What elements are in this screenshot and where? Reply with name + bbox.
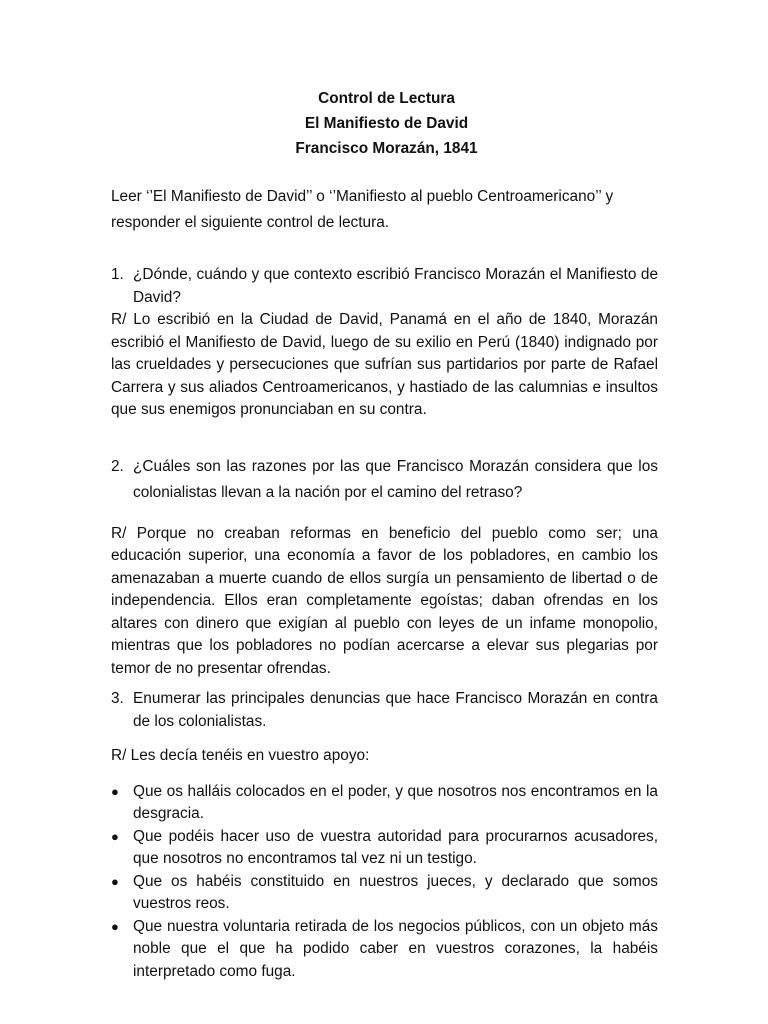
question-1-text: ¿Dónde, cuándo y que contexto escribió Francisco Morazán el Manifiesto de David?: [133, 266, 658, 306]
list-item-text: Que nuestra voluntaria retirada de los negocios públicos, con un objeto más noble que el que ha podido caber en vuestros corazones, la habéis interpretado como fuga.: [133, 917, 658, 980]
question-2: [111, 454, 658, 506]
question-3-number: 3.: [111, 690, 124, 707]
answer-3: R/ Les decía tenéis en vuestro apoyo:: [111, 747, 370, 764]
title-line-1: Control de Lectura: [318, 90, 455, 107]
question-2-number: 2.: [111, 457, 124, 475]
intro-paragraph: Leer ‘’El Manifiesto de David’’ o ‘’Manifiesto al pueblo Centroamericano’’ y responder el siguiente control de lectura.: [111, 188, 614, 231]
bullet-icon: ●: [111, 783, 119, 799]
bullet-icon: ●: [111, 873, 119, 889]
question-3: [111, 688, 658, 733]
list-item-text: Que podéis hacer uso de vuestra autoridad para procurarnos acusadores, que nosotros no encontramos tal vez ni un testigo.: [133, 827, 658, 867]
bullet-icon: ●: [111, 828, 119, 844]
title-block: [115, 86, 658, 161]
answer-1: R/ Lo escribió en la Ciudad de David, Panamá en el año de 1840, Morazán escribió el Manifiesto de David, luego de su exilio en Perú (1840) indignado por las crueldades y persecuciones que sufrían sus partidarios por parte de Rafael Carrera y sus aliados Centroamericanos, y hastiado de las calumnias e insultos que sus enemigos pronunciaban en su contra.: [111, 311, 658, 418]
list-item: [111, 871, 658, 916]
document-page: [111, 86, 658, 983]
question-1-number: 1.: [111, 266, 124, 283]
list-item: [111, 916, 658, 984]
list-item: [111, 781, 658, 826]
question-2-text: ¿Cuáles son las razones por las que Francisco Morazán considera que los colonialistas llevan a la nación por el camino del retraso?: [133, 457, 658, 501]
title-line-3: Francisco Morazán, 1841: [295, 140, 478, 157]
title-line-2: El Manifiesto de David: [304, 115, 469, 132]
denuncias-list: [111, 781, 658, 984]
list-item: [111, 826, 658, 871]
answer-2: R/ Porque no creaban reformas en beneficio del pueblo como ser; una educación superior, una economía a favor de los pobladores, en cambio los amenazaban a muerte cuando de ellos surgía un pensamiento de libertad o de independencia. Ellos eran completamente egoístas; daban ofrendas en los altares con dinero que exigían al pueblo con leyes de un infame monopolio, mientras que los pobladores no podían acercarse a elevar sus plegarias por temor de no presentar ofrendas.: [111, 524, 658, 677]
bullet-icon: ●: [111, 918, 119, 934]
list-item-text: Que os halláis colocados en el poder, y que nosotros nos encontramos en la desgracia.: [133, 782, 658, 822]
question-1: [111, 264, 658, 309]
list-item-text: Que os habéis constituido en nuestros jueces, y declarado que somos vuestros reos.: [133, 872, 658, 912]
question-3-text: Enumerar las principales denuncias que hace Francisco Morazán en contra de los colonialistas.: [133, 690, 658, 730]
